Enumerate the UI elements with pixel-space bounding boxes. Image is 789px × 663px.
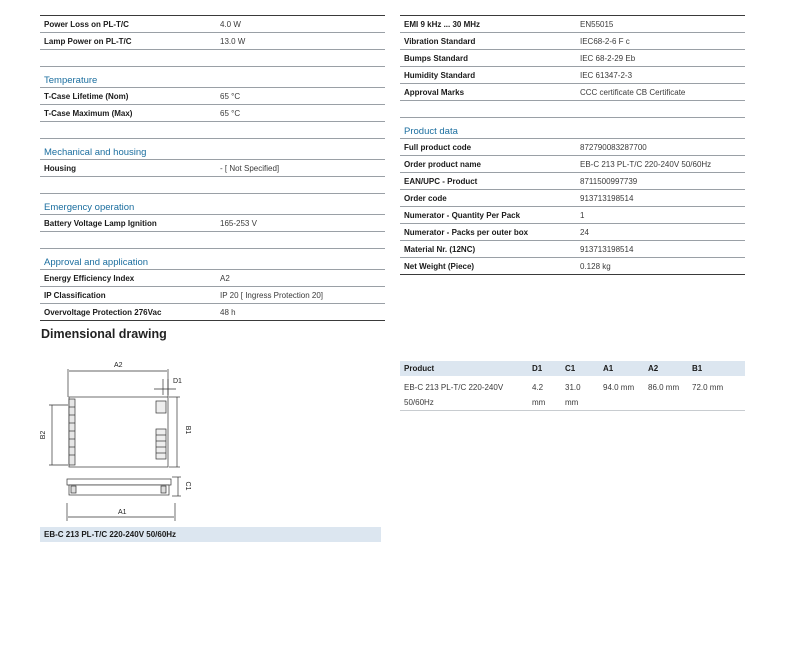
section-header-emergency [40, 194, 385, 215]
spec-label: Battery Voltage Lamp Ignition [40, 215, 216, 232]
cell-c1: 31.0 mm [561, 376, 599, 411]
spec-label: Energy Efficiency Index [40, 270, 216, 287]
spec-row [40, 33, 385, 50]
spec-label: Lamp Power on PL-T/C [40, 33, 216, 50]
spec-label: Vibration Standard [400, 33, 576, 50]
spec-label: Power Loss on PL-T/C [40, 16, 216, 33]
b2-label: B2 [40, 430, 47, 440]
c1-label: C1 [184, 481, 191, 491]
spec-row [400, 50, 745, 67]
section-header-product-data [400, 118, 745, 139]
a1-label: A1 [118, 509, 127, 516]
dimensional-drawing [40, 355, 205, 525]
spec-row [40, 16, 385, 33]
spec-label: Numerator - Quantity Per Pack [400, 207, 576, 224]
section-header-approval [40, 249, 385, 270]
right-terminal-block [156, 429, 166, 459]
spec-label: Approval Marks [400, 84, 576, 101]
spec-row [400, 33, 745, 50]
cell-d1: 4.2 mm [528, 376, 561, 411]
spec-label: Overvoltage Protection 276Vac [40, 304, 216, 321]
spec-row [40, 160, 385, 177]
col-header-product: Product [400, 361, 528, 376]
spec-value: 65 °C [216, 105, 385, 122]
spec-value: IEC 68-2-29 Eb [576, 50, 745, 67]
cell-a2: 86.0 mm [644, 376, 688, 411]
spec-label: EMI 9 kHz ... 30 MHz [400, 16, 576, 33]
spec-value: EB-C 213 PL-T/C 220-240V 50/60Hz [576, 156, 745, 173]
dimensional-drawing-title: Dimensional drawing [41, 327, 167, 341]
cell-b1: 72.0 mm [688, 376, 745, 411]
spec-value: EN55015 [576, 16, 745, 33]
spec-value: 1 [576, 207, 745, 224]
spec-row [400, 258, 745, 275]
section-title: Temperature [40, 67, 385, 88]
spec-row [400, 224, 745, 241]
spec-row [40, 287, 385, 304]
col-header-b1: B1 [688, 361, 745, 376]
a2-label: A2 [114, 362, 123, 369]
dimensions-table [400, 361, 745, 411]
spec-value: 165-253 V [216, 215, 385, 232]
col-header-a2: A2 [644, 361, 688, 376]
spec-row [400, 241, 745, 258]
housing-top-view [69, 397, 168, 467]
spec-label: T-Case Maximum (Max) [40, 105, 216, 122]
spec-value: 48 h [216, 304, 385, 321]
spec-label: Full product code [400, 139, 576, 156]
section-title: Product data [400, 118, 745, 139]
col-header-a1: A1 [599, 361, 644, 376]
spec-row [400, 16, 745, 33]
spec-row [400, 156, 745, 173]
spec-value: 8711500997739 [576, 173, 745, 190]
spec-value: 4.0 W [216, 16, 385, 33]
housing-side-view-body [69, 485, 169, 495]
spec-label: T-Case Lifetime (Nom) [40, 88, 216, 105]
spec-row [400, 67, 745, 84]
spec-value: 13.0 W [216, 33, 385, 50]
spec-row [40, 270, 385, 287]
spec-row [400, 190, 745, 207]
col-header-c1: C1 [561, 361, 599, 376]
spec-row [400, 139, 745, 156]
spec-row [400, 173, 745, 190]
spec-value: IEC68-2-6 F c [576, 33, 745, 50]
spec-value: 65 °C [216, 88, 385, 105]
spec-value: A2 [216, 270, 385, 287]
spec-row [40, 88, 385, 105]
spec-value: IEC 61347-2-3 [576, 67, 745, 84]
spec-row [40, 304, 385, 321]
table-row [400, 376, 745, 411]
spec-row [40, 105, 385, 122]
spec-value: 872790083287700 [576, 139, 745, 156]
spec-value: - [ Not Specified] [216, 160, 385, 177]
spec-label: Housing [40, 160, 216, 177]
right-spec-table [400, 15, 745, 275]
spec-label: Material Nr. (12NC) [400, 241, 576, 258]
spec-value: IP 20 [ Ingress Protection 20] [216, 287, 385, 304]
col-header-d1: D1 [528, 361, 561, 376]
right-clip-top [156, 401, 166, 413]
spec-label: Numerator - Packs per outer box [400, 224, 576, 241]
spec-row [400, 84, 745, 101]
spec-value: 24 [576, 224, 745, 241]
section-title: Mechanical and housing [40, 139, 385, 160]
housing-side-view-top [67, 479, 171, 485]
section-header-temperature [40, 67, 385, 88]
spec-row [400, 207, 745, 224]
cell-a1: 94.0 mm [599, 376, 644, 411]
b1-label: B1 [184, 425, 191, 435]
d1-label: D1 [173, 378, 182, 385]
spec-value: 0.128 kg [576, 258, 745, 275]
left-spec-table [40, 15, 385, 321]
spec-value: CCC certificate CB Certificate [576, 84, 745, 101]
spec-label: EAN/UPC - Product [400, 173, 576, 190]
spec-label: Order code [400, 190, 576, 207]
section-header-mechanical [40, 139, 385, 160]
spec-label: IP Classification [40, 287, 216, 304]
spec-label: Bumps Standard [400, 50, 576, 67]
dimensions-header-row [400, 361, 745, 376]
drawing-caption: EB-C 213 PL-T/C 220-240V 50/60Hz [40, 527, 381, 542]
spec-label: Humidity Standard [400, 67, 576, 84]
spec-label: Net Weight (Piece) [400, 258, 576, 275]
cell-product: EB-C 213 PL-T/C 220-240V 50/60Hz [400, 376, 528, 411]
spec-value: 913713198514 [576, 190, 745, 207]
section-title: Approval and application [40, 249, 385, 270]
section-title: Emergency operation [40, 194, 385, 215]
spec-label: Order product name [400, 156, 576, 173]
spec-value: 913713198514 [576, 241, 745, 258]
spec-row [40, 215, 385, 232]
